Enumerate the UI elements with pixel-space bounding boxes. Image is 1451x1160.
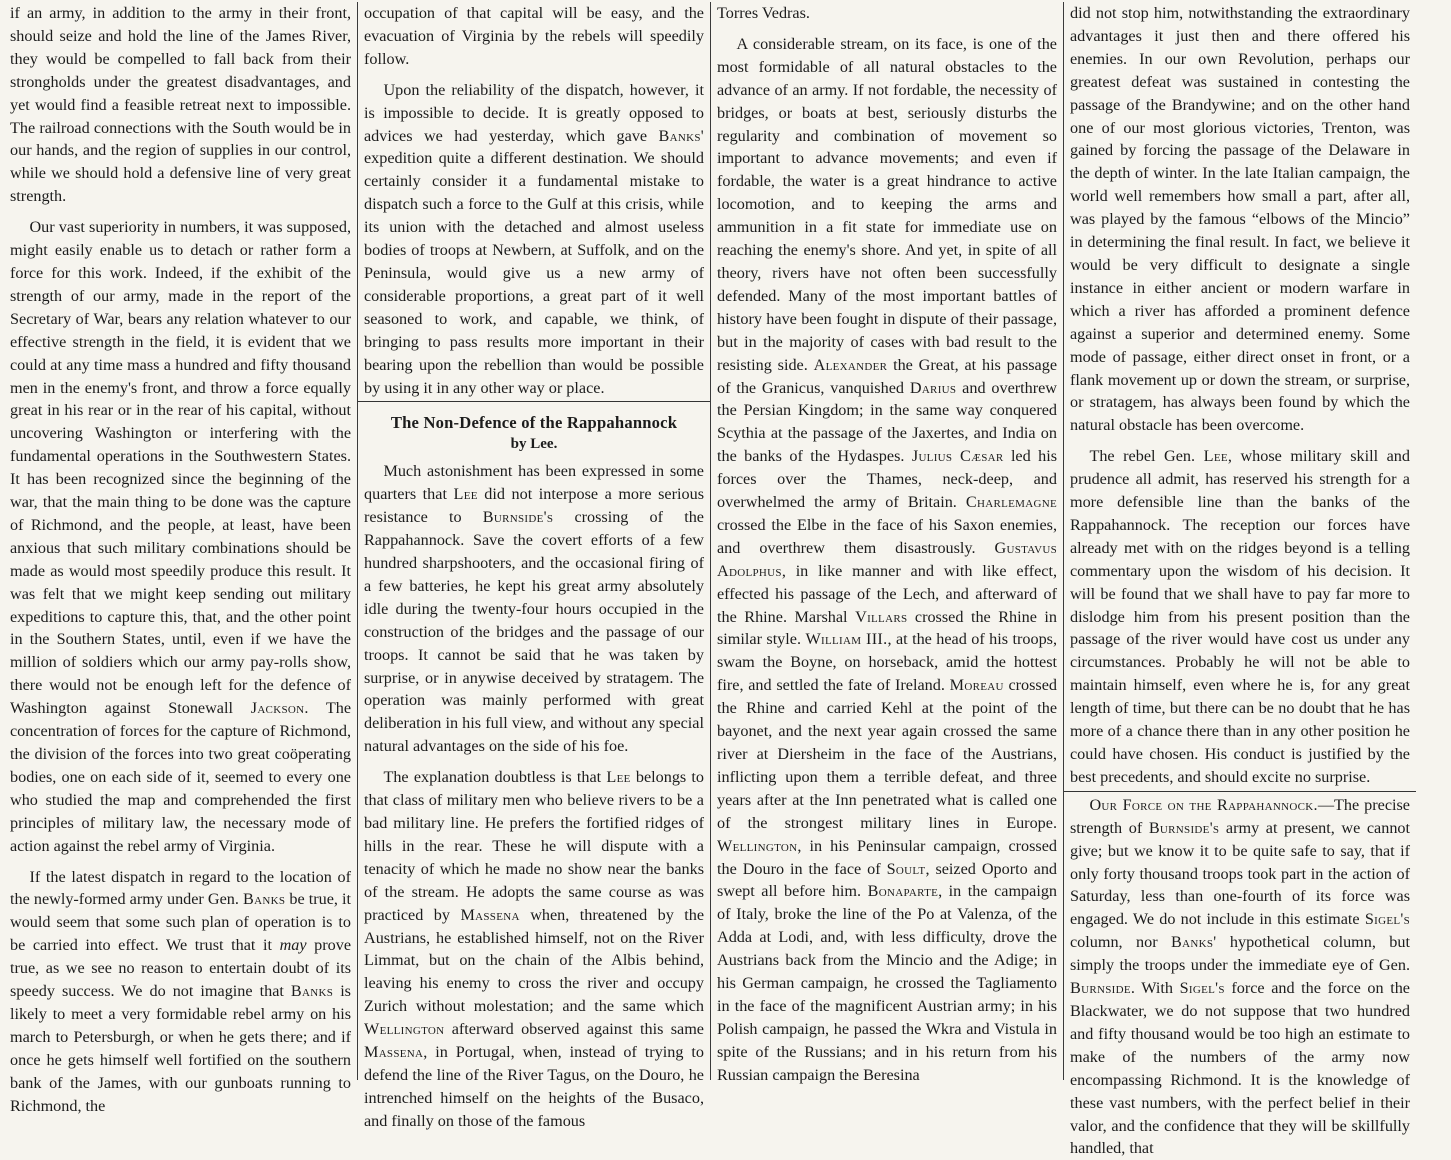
name-smallcaps: Wellington (717, 836, 798, 855)
name-smallcaps: Villars (855, 607, 908, 626)
paragraph: The rebel Gen. Lee, whose military skill and prudence all admit, has reserved his strength for a more defensible line than the banks of the Rappahannock. The reception our forces have already met with on the ridges beyond is a telling commentary upon the wisdom of his decision. It will be found that we shall have to pay far more to dislodge him from his present position than the passage of the river would have cost us under any circumstances. Probably he will not be able to maintain himself, even where he is, for any great length of time, but there can be no doubt that he has more of a chance there than in any other position he could have chosen. His conduct is justified by the best precedents, and should excite no surprise. (1070, 447, 1410, 786)
name-smallcaps: Darius (909, 378, 957, 397)
article-byline: by Lee. (510, 436, 558, 453)
name-smallcaps: Burnside's (482, 508, 554, 527)
name-smallcaps: Julius Cæsar (911, 447, 1004, 466)
name-smallcaps: Sigel's (1179, 979, 1225, 998)
name-smallcaps: Gustavus Adolphus (717, 538, 1058, 580)
paragraph: The explanation doubtless is that Lee belongs to that class of military men who believe rivers to be a bad military line. He prefers the fortified ridges of hills in the rear. These he will dispute with a tenacity of which he made no show near the banks of the stream. He adopts the same course as was practiced by Massena when, threatened by the Austrians, he established himself, not on the River Limmat, but on the chain of the Albis behind, leaving his enemy to cross the river and occupy Zurich without molestation; and the same which Wellington afterward observed against this same Massena, in Portugal, when, instead of trying to defend the line of the River Tagus, on the Douro, he intrenched himself on the heights of the Busaco, and finally on those of the famous (364, 768, 705, 1130)
paragraph: Our Force on the Rappahannock.—The precise strength of Burnside's army at present, we cannot give; but we know it to be quite safe to say, that if only forty thousand troops took part in the action of Saturday, less than one-fourth of its force was engaged. We do not include in this estimate Sigel's column, nor Banks' hypothetical column, but simply the troops under the immediate eye of Gen. Burnside. With Sigel's force and the force on the Blackwater, we do not suppose that two hundred and fifty thousand would be too high an estimate to make of the numbers of the army now encompassing Richmond. It is the knowledge of these vast numbers, with the perfect belief in their valor, and the confidence that they will be skillfully handled, that (1070, 795, 1411, 1158)
paragraph: Torres Vedras. (717, 4, 810, 22)
name-smallcaps: Lee (606, 768, 631, 787)
name-smallcaps: Massena (460, 905, 520, 924)
paragraph: Our vast superiority in numbers, it was supposed, might easily enable us to detach or rather form a force for this work. Indeed, if the exhibit of the strength of our army, made in the report of the Secretary of War, bears any relation whatever to our effective strength in the field, it is evident that we could at any time mass a hundred and fifty thousand men in the enemy's front, and throw a force equally great in his rear or in the rear of his capital, without uncovering Washington or interfering with the fundamental operations in the Southwestern States. It has been recognized since the beginning of the war, that the main thing to be done was the capture of Richmond, and the people, at least, have been anxious that such military combinations should be made as would most speedily produce this result. It was felt that we might keep sending out military expeditions to capture this, that, and the other point in the Southern States, until, even if we have the million of soldiers which our army pay-rolls show, there would not be enough left for the defence of Washington against Stonewall Jackson. The concentration of forces for the capture of Richmond, the division of the forces into two great coöperating bodies, one on each side of it, seemed to every one who studied the map and comprehended the first principles of military law, the necessary mode of action against the rebel army of Virginia. (10, 218, 352, 855)
column-4 (1063, 2, 1416, 1158)
section-lead: Our Force on the Rappahannock. (1089, 795, 1318, 814)
name-smallcaps: Burnside's (1148, 818, 1220, 837)
name-smallcaps: Alexander (813, 355, 888, 374)
name-smallcaps: Jackson (250, 699, 305, 718)
name-smallcaps: Charlemagne (965, 493, 1058, 512)
name-smallcaps: Banks' (658, 126, 705, 145)
name-smallcaps: Banks (290, 982, 334, 1001)
name-smallcaps: Moreau (949, 676, 1004, 695)
name-smallcaps: Lee (453, 485, 478, 504)
name-smallcaps: Burnside (1070, 979, 1131, 998)
name-smallcaps: Bonaparte (867, 882, 939, 901)
name-smallcaps: Banks' (1171, 933, 1217, 952)
divider (1064, 791, 1416, 792)
name-smallcaps: Wellington (364, 1020, 445, 1039)
divider (358, 401, 710, 402)
name-smallcaps: Sigel's (1364, 910, 1411, 929)
paragraph: did not stop him, notwithstanding the extraordinary advantages it just then and there offered his enemies. In our own Revolution, perhaps our greatest defeat was sustained in contesting the passage of the Brandywine; and on the other hand one of our most glorious victories, Trenton, was gained by forcing the passage of the Delaware in the depth of winter. In the late Italian campaign, the world well remembers how small a part, after all, was played by the famous “elbows of the Mincio” in determining the final result. In fact, we believe it would be very difficult to designate a single instance in either ancient or modern warfare in which a river has afforded a prominent defence against a superior and determined enemy. Some mode of passage, either direct onset in front, or a flank movement up or down the stream, or surprise, or stratagem, has always been found by which the natural obstacle has been overcome. (1070, 4, 1410, 435)
name-smallcaps: Lee (1203, 447, 1228, 466)
name-smallcaps: Soult (886, 859, 926, 878)
name-smallcaps: William III. (805, 630, 888, 649)
paragraph: If the latest dispatch in regard to the location of the newly-formed army under Gen. Banks be true, it would seem that some such plan of operation is to be carried into effect. We trust that it may prove true, as we see no reason to entertain doubt of its speedy success. We do not imagine that Banks is likely to meet a very formidable rebel army on his march to Petersburgh, or when he gets there; and if once he gets himself well fortified on the southern bank of the James, with our gunboats running to Richmond, the (10, 867, 352, 1115)
column-2 (357, 2, 710, 1130)
paragraph: A considerable stream, on its face, is one of the most formidable of all natural obstacles to the advance of an army. If not fordable, the necessity of bridges, or boats at best, seriously disturbs the regularity and combination of movement so important to advance movements; and even if fordable, the water is a great hindrance to active locomotion, and to keeping the arms and ammunition in a fit state for immediate use on reaching the enemy's shore. And yet, in spite of all theory, rivers have not often been successfully defended. Many of the most important battles of history have been fought in dispute of their passage, but in the majority of cases with bad result to the resisting side. Alexander the Great, at his passage of the Granicus, vanquished Darius and overthrew the Persian Kingdom; in the same way conquered Scythia at the passage of the Jaxertes, and India on the banks of the Hydaspes. Julius Cæsar led his forces over the Thames, neck-deep, and overwhelmed the army of Britain. Charlemagne crossed the Elbe in the face of his Saxon enemies, and overthrew them disastrously. Gustavus Adolphus, in like manner and with like effect, effected his passage of the Lech, and afterward of the Rhine. Marshal Villars crossed the Rhine in similar style. William III., at the head of his troops, swam the Boyne, on horseback, amid the hottest fire, and settled the fate of Ireland. Moreau crossed the Rhine and carried Kehl at the point of the bayonet, and the next year again crossed the same river at Diersheim in the face of the Austrians, inflicting upon them a terrible defeat, and three years after at the Inn penetrated what is called one of the strongest military lines in Europe. Wellington, in his Peninsular campaign, crossed the Douro in the face of Soult, seized Oporto and swept all before him. Bonaparte, in the campaign of Italy, broke the line of the Po at Valenza, of the Adda at Lodi, and, with less difficulty, drove the Austrians back from the Mincio and the Adige; in his German campaign, he crossed the Tagliamento in the face of the magnificent Austrian army; in his Polish campaign, he passed the Wkra and Vistula in spite of the Russians; and in his return from his Russian campaign the Beresina (717, 34, 1058, 1084)
name-smallcaps: Massena (364, 1043, 424, 1062)
article-headline: The Non-Defence of the Rappahannock (390, 413, 678, 433)
name-smallcaps: Banks (243, 890, 286, 909)
emphasis: may (279, 936, 307, 955)
paragraph: occupation of that capital will be easy, and the evacuation of Virginia by the rebels will speedily follow. (364, 4, 704, 68)
paragraph: Much astonishment has been expressed in some quarters that Lee did not interpose a more serious resistance to Burnside's crossing of the Rappahannock. Save the covert efforts of a few hundred sharpshooters, and the occasional firing of a few batteries, he kept his great army absolutely idle during the twenty-four hours occupied in the construction of the bridges and the passage of our troops. It cannot be said that he was taken by surprise, or in anywise deceived by stratagem. The operation was mainly performed with great deliberation in his full view, and without any special natural advantages on the side of his foe. (364, 462, 704, 756)
paragraph: if an army, in addition to the army in their front, should seize and hold the line of the James River, they would be compelled to fall back from their strongholds under the greatest disadvantages, and yet would find a feasible retreat next to impossible. The railroad connections with the South would be in our hands, and the region of supplies in our control, while we should hold a defensive line of very great strength. (10, 4, 351, 206)
column-1 (4, 2, 357, 1115)
paragraph: Upon the reliability of the dispatch, however, it is impossible to decide. It is greatly opposed to advices we had yesterday, which gave Banks' expedition quite a different destination. We should certainly consider it a fundamental mistake to dispatch such a force to the Gulf at this crisis, while its union with the detached and almost useless bodies of troops at Newbern, at Suffolk, and on the Peninsula, would give us a new army of considerable proportions, a great part of it well seasoned to work, and capable, we think, of bringing to pass results more important in their bearing upon the rebellion than would be possible by using it in any other way or place. (364, 80, 705, 397)
column-3 (710, 2, 1063, 1084)
